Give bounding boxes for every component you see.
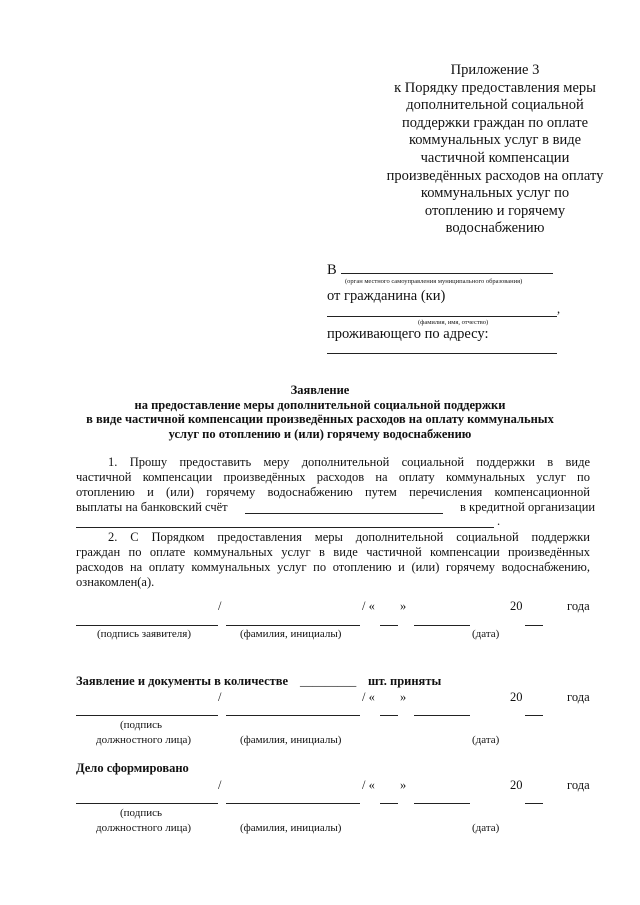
applicant-initials-field[interactable] xyxy=(226,625,360,626)
official-year-field[interactable] xyxy=(525,715,543,716)
p2-line-1 xyxy=(76,530,590,545)
year-prefix: 20 xyxy=(510,599,523,613)
title-line: Заявление xyxy=(290,383,350,397)
official-day-field[interactable] xyxy=(380,715,398,716)
accepted-end: шт. приняты xyxy=(368,674,442,688)
date-open: / « xyxy=(362,778,375,792)
accepted-count-field[interactable]: _________ xyxy=(300,674,357,688)
year-prefix: 20 xyxy=(510,690,523,704)
p1-period: . xyxy=(497,514,501,528)
year-suffix: года xyxy=(567,778,590,792)
bank-account-field[interactable] xyxy=(245,513,443,514)
appendix-line: частичной компенсации xyxy=(420,149,570,166)
credit-organization-field[interactable] xyxy=(76,527,494,528)
appendix-line: дополнительной социальной xyxy=(406,97,584,114)
year-prefix: 20 xyxy=(510,778,523,792)
appendix-header xyxy=(330,62,640,238)
case-formed-label: Дело сформировано xyxy=(76,761,189,775)
p1-line-4-end: в кредитной организации xyxy=(460,500,596,514)
applicant-month-field[interactable] xyxy=(414,625,470,626)
case-initials-caption: (фамилия, инициалы) xyxy=(240,822,342,834)
title-line: в виде частичной компенсации произведённых расходов на оплату коммунальных xyxy=(86,412,554,426)
appendix-line: коммунальных услуг в виде xyxy=(408,132,582,149)
address-label: проживающего по адресу: xyxy=(327,326,489,342)
year-suffix: года xyxy=(567,599,590,613)
case-year-field[interactable] xyxy=(525,803,543,804)
official-initials-field[interactable] xyxy=(226,715,360,716)
official-signature-caption-1: (подпись xyxy=(120,719,163,731)
to-prefix: В xyxy=(327,262,337,278)
p1-line-4-start: выплаты на банковский счёт xyxy=(76,500,228,514)
title-line: услуг по отоплению и (или) горячему водоснабжению xyxy=(168,426,472,441)
appendix-line: отоплению и горячему xyxy=(424,202,566,219)
slash: / xyxy=(218,778,222,792)
p2-line-1-text: 2. С Порядком предоставления меры дополнительной социальной поддержки xyxy=(108,530,590,544)
applicant-date-caption: (дата) xyxy=(472,628,500,640)
case-day-field[interactable] xyxy=(380,803,398,804)
title-line: на предоставление меры дополнительной социальной поддержки xyxy=(134,397,506,412)
appendix-line: водоснабжению xyxy=(445,220,545,237)
year-suffix: года xyxy=(567,690,590,704)
official-signature-field[interactable] xyxy=(76,715,218,716)
p2-line-3: расходов на оплату коммунальных услуг по отоплению и (или) горячему водоснабжению, xyxy=(76,560,590,574)
slash: / xyxy=(218,690,222,704)
case-initials-field[interactable] xyxy=(226,803,360,804)
document-title xyxy=(60,383,580,441)
p1-line-1-text: 1. Прошу предоставить меру дополнительной социальной поддержки в виде xyxy=(108,455,590,469)
date-open: / « xyxy=(362,599,375,613)
comma: , xyxy=(557,302,561,316)
official-date-caption: (дата) xyxy=(472,734,500,746)
official-initials-caption: (фамилия, инициалы) xyxy=(240,734,342,746)
accepted-label: Заявление и документы в количестве xyxy=(76,674,289,688)
slash: / xyxy=(218,599,222,613)
official-signature-caption-2: должностного лица) xyxy=(96,734,192,746)
appendix-line: к Порядку предоставления меры xyxy=(394,79,596,96)
case-date-caption: (дата) xyxy=(472,822,500,834)
p1-line-1 xyxy=(76,455,590,470)
applicant-year-field[interactable] xyxy=(525,625,543,626)
from-label: от гражданина (ки) xyxy=(327,288,446,304)
date-open: / « xyxy=(362,690,375,704)
applicant-signature-field[interactable] xyxy=(76,625,218,626)
appendix-line: поддержки граждан по оплате xyxy=(401,114,589,131)
to-authority-caption: (орган местного самоуправления муниципального образования) xyxy=(345,278,523,285)
case-signature-field[interactable] xyxy=(76,803,218,804)
case-month-field[interactable] xyxy=(414,803,470,804)
appendix-line: коммунальных услуг по xyxy=(420,185,570,202)
p1-line-2: частичной компенсации произведённых расходов на оплату коммунальных услуг по xyxy=(76,470,590,484)
to-authority-field[interactable] xyxy=(341,273,553,274)
date-close: » xyxy=(400,690,407,704)
official-month-field[interactable] xyxy=(414,715,470,716)
applicant-initials-caption: (фамилия, инициалы) xyxy=(240,628,342,640)
applicant-name-field[interactable] xyxy=(327,316,557,317)
p2-line-2: граждан по оплате коммунальных услуг в виде частичной компенсации произведённых xyxy=(76,545,590,559)
p2-line-4: ознакомлен(а). xyxy=(76,575,155,589)
appendix-line: Приложение 3 xyxy=(450,62,540,78)
address-field[interactable] xyxy=(327,353,557,354)
case-signature-caption-2: должностного лица) xyxy=(96,822,192,834)
p1-line-3: отоплению и (или) горячему водоснабжению путем перечисления компенсационной xyxy=(76,485,590,499)
applicant-day-field[interactable] xyxy=(380,625,398,626)
applicant-signature-caption: (подпись заявителя) xyxy=(97,628,192,640)
date-close: » xyxy=(400,778,407,792)
date-close: » xyxy=(400,599,407,613)
appendix-line: произведённых расходов на оплату xyxy=(386,167,604,184)
applicant-name-caption: (фамилия, имя, отчество) xyxy=(418,319,489,326)
case-signature-caption-1: (подпись xyxy=(120,807,163,819)
